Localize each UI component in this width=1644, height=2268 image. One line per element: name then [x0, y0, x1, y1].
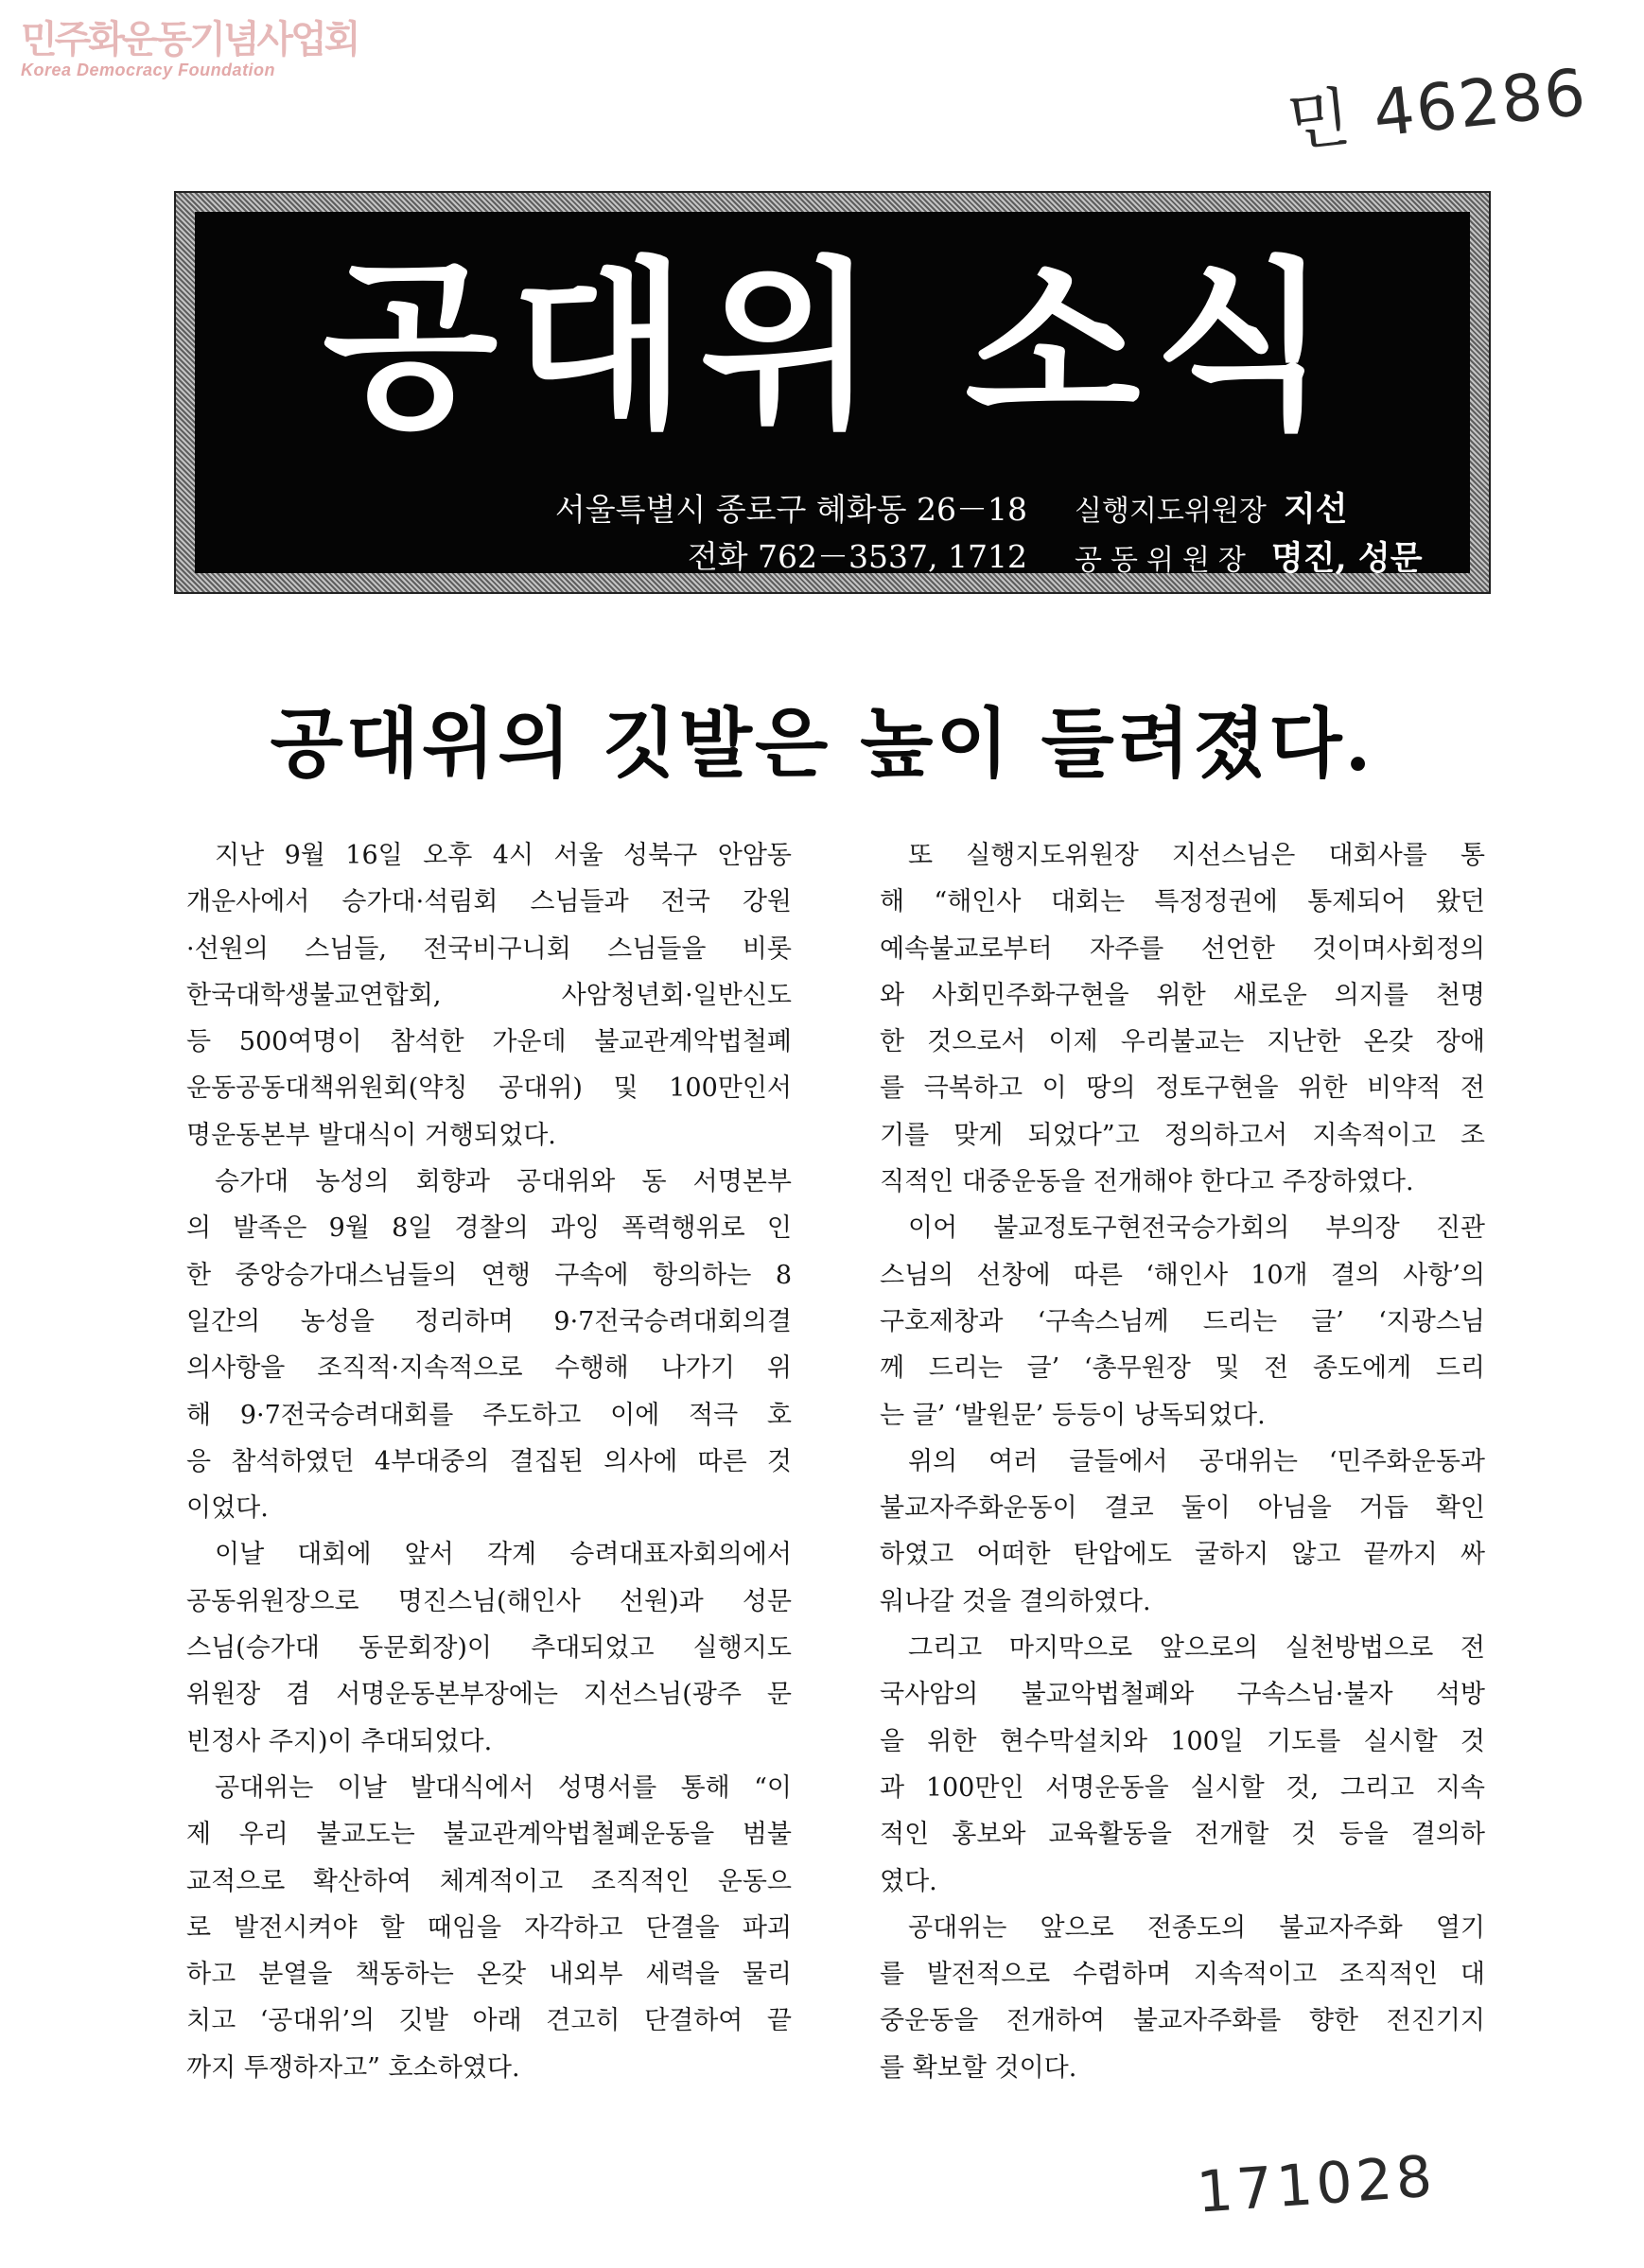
text-line: 는 글’ ‘발원문’ 등등이 낭독되었다.	[880, 1400, 1266, 1430]
text-line: 불교자주화운동이 결코 둘이 아님을 거듭 확인	[880, 1493, 1485, 1524]
text-line: 운동공동대책위원회(약칭 공대위) 및 100만인서	[186, 1073, 792, 1104]
text-line: 공동위원장으로 명진스님(해인사 선원)과 성문	[186, 1586, 792, 1616]
watermark	[21, 18, 359, 80]
text-line: 까지 투쟁하자고” 호소하였다.	[186, 2052, 520, 2083]
text-line: 이었다.	[186, 1493, 269, 1524]
watermark-korean: 민주화운동기념사업회	[21, 18, 359, 61]
paragraph	[186, 1159, 792, 1531]
text-line: ·선원의 스님들, 전국비구니회 스님들을 비롯	[186, 933, 792, 964]
text-line: 께 드리는 글’ ‘총무원장 및 전 종도에게 드리	[880, 1353, 1485, 1384]
paragraph	[186, 832, 792, 1159]
masthead-officer-row-2	[1075, 535, 1423, 584]
masthead-panel	[195, 212, 1470, 578]
text-line: 로 발전시켜야 할 때임을 자각하고 단결을 파괴	[186, 1912, 792, 1943]
text-line: 예속불교로부터 자주를 선언한 것이며사회정의	[880, 933, 1485, 964]
text-line: 워나갈 것을 결의하였다.	[880, 1586, 1151, 1616]
text-line: 중운동을 전개하여 불교자주화를 향한 전진기지	[880, 2006, 1485, 2036]
masthead-phone: 전화 762－3537, 1712	[687, 538, 1027, 575]
paragraph	[880, 832, 1485, 1205]
text-line: 공대위는 앞으로 전종도의 불교자주화 열기	[908, 1912, 1485, 1943]
text-line: 일간의 농성을 정리하며 9·7전국승려대회의결	[186, 1306, 792, 1336]
text-line: 의사항을 조직적·지속적으로 수행해 나가기 위	[186, 1353, 792, 1384]
text-line: 를 발전적으로 수렴하며 지속적이고 조직적인 대	[880, 1960, 1485, 1990]
text-line: 교적으로 확산하여 체계적이고 조직적인 운동으	[186, 1866, 792, 1896]
text-line: 제 우리 불교도는 불교관계악법철폐운동을 범불	[186, 1820, 792, 1850]
text-line: 스님의 선창에 따른 ‘해인사 10개 결의 사항’의	[880, 1260, 1485, 1290]
text-line: 과 100만인 서명운동을 실시할 것, 그리고 지속	[880, 1772, 1485, 1803]
text-line: 지난 9월 16일 오후 4시 서울 성북구 안암동	[215, 841, 792, 870]
handwritten-archive-number: 민 46286	[1284, 55, 1591, 162]
masthead-officers	[1075, 486, 1423, 584]
text-line: 치고 ‘공대위’의 깃발 아래 견고히 단결하여 끝	[186, 2006, 792, 2036]
text-line: 이날 대회에 앞서 각계 승려대표자회의에서	[215, 1540, 792, 1570]
text-line: 기를 맞게 되었다”고 정의하고서 지속적이고 조	[880, 1120, 1485, 1150]
paragraph	[880, 1205, 1485, 1438]
paragraph	[880, 1625, 1485, 1905]
text-line: 직적인 대중운동을 전개해야 한다고 주장하였다.	[880, 1167, 1414, 1197]
text-line: 승가대 농성의 회향과 공대위와 동 서명본부	[215, 1167, 792, 1197]
paragraph	[186, 1765, 792, 2091]
text-line: 또 실행지도위원장 지선스님은 대회사를 통	[908, 841, 1485, 870]
text-line: 위원장 겸 서명운동본부장에는 지선스님(광주 문	[186, 1680, 792, 1710]
text-line: 그리고 마지막으로 앞으로의 실천방법으로 전	[908, 1633, 1485, 1664]
officer-role-1: 실행지도위원장	[1075, 495, 1267, 528]
text-line: 의 발족은 9월 8일 경찰의 과잉 폭력행위로 인	[186, 1213, 792, 1244]
masthead-address: 서울특별시 종로구 혜화동 26－18	[554, 491, 1027, 528]
text-line: 명운동본부 발대식이 거행되었다.	[186, 1120, 556, 1150]
paragraph	[880, 1439, 1485, 1625]
text-line: 응 참석하였던 4부대중의 결집된 의사에 따른 것	[186, 1446, 792, 1476]
officer-names-1: 지선	[1283, 490, 1348, 529]
text-line: 적인 홍보와 교육활동을 전개할 것 등을 결의하	[880, 1820, 1485, 1850]
text-line: 개운사에서 승가대·석림회 스님들과 전국 강원	[186, 887, 792, 917]
text-line: 해 9·7전국승려대회를 주도하고 이에 적극 호	[186, 1400, 792, 1430]
text-line: 구호제창과 ‘구속스님께 드리는 글’ ‘지광스님	[880, 1306, 1485, 1336]
text-line: 위의 여러 글들에서 공대위는 ‘민주화운동과	[908, 1446, 1485, 1476]
text-line: 해 “해인사 대회는 특정정권에 통제되어 왔던	[880, 887, 1485, 917]
masthead-title: 공대위 소식	[322, 242, 1343, 453]
text-line: 등 500여명이 참석한 가운데 불교관계악법철폐	[186, 1027, 792, 1057]
text-line: 를 확보할 것이다.	[880, 2052, 1077, 2083]
text-line: 국사암의 불교악법철폐와 구속스님·불자 석방	[880, 1680, 1485, 1710]
text-line: 스님(승가대 동문회장)이 추대되었고 실행지도	[186, 1633, 792, 1664]
text-line: 를 극복하고 이 땅의 정토구현을 위한 비약적 전	[880, 1073, 1485, 1104]
text-line: 빈정사 주지)이 추대되었다.	[186, 1726, 493, 1756]
handwritten-page-number: 171028	[1194, 2143, 1439, 2226]
article-column-left	[186, 832, 792, 2091]
text-line: 공대위는 이날 발대식에서 성명서를 통해 “이	[215, 1772, 792, 1803]
text-line: 하고 분열을 책동하는 온갖 내외부 세력을 물리	[186, 1960, 792, 1990]
text-line: 하였고 어떠한 탄압에도 굴하지 않고 끝까지 싸	[880, 1540, 1485, 1570]
watermark-english: Korea Democracy Foundation	[21, 61, 276, 79]
paragraph	[880, 1905, 1485, 2091]
text-line: 이어 불교정토구현전국승가회의 부의장 진관	[908, 1213, 1485, 1244]
text-line: 한 것으로서 이제 우리불교는 지난한 온갖 장애	[880, 1027, 1485, 1057]
masthead	[174, 191, 1491, 594]
officer-role-2: 공동위원장	[1075, 544, 1254, 577]
text-line: 을 위한 현수막설치와 100일 기도를 실시할 것	[880, 1726, 1485, 1756]
article-column-right	[880, 832, 1485, 2091]
masthead-officer-row-1	[1075, 486, 1423, 535]
paragraph	[186, 1531, 792, 1764]
article-headline: 공대위의 깃발은 높이 들려졌다.	[270, 699, 1374, 788]
text-line: 한국대학생불교연합회, 사암청년회·일반신도	[186, 980, 792, 1010]
text-line: 한 중앙승가대스님들의 연행 구속에 항의하는 8	[186, 1260, 792, 1290]
officer-names-2: 명진, 성문	[1270, 539, 1423, 578]
text-line: 였다.	[880, 1866, 937, 1896]
text-line: 와 사회민주화구현을 위한 새로운 의지를 천명	[880, 980, 1485, 1010]
masthead-contact	[346, 486, 1027, 581]
